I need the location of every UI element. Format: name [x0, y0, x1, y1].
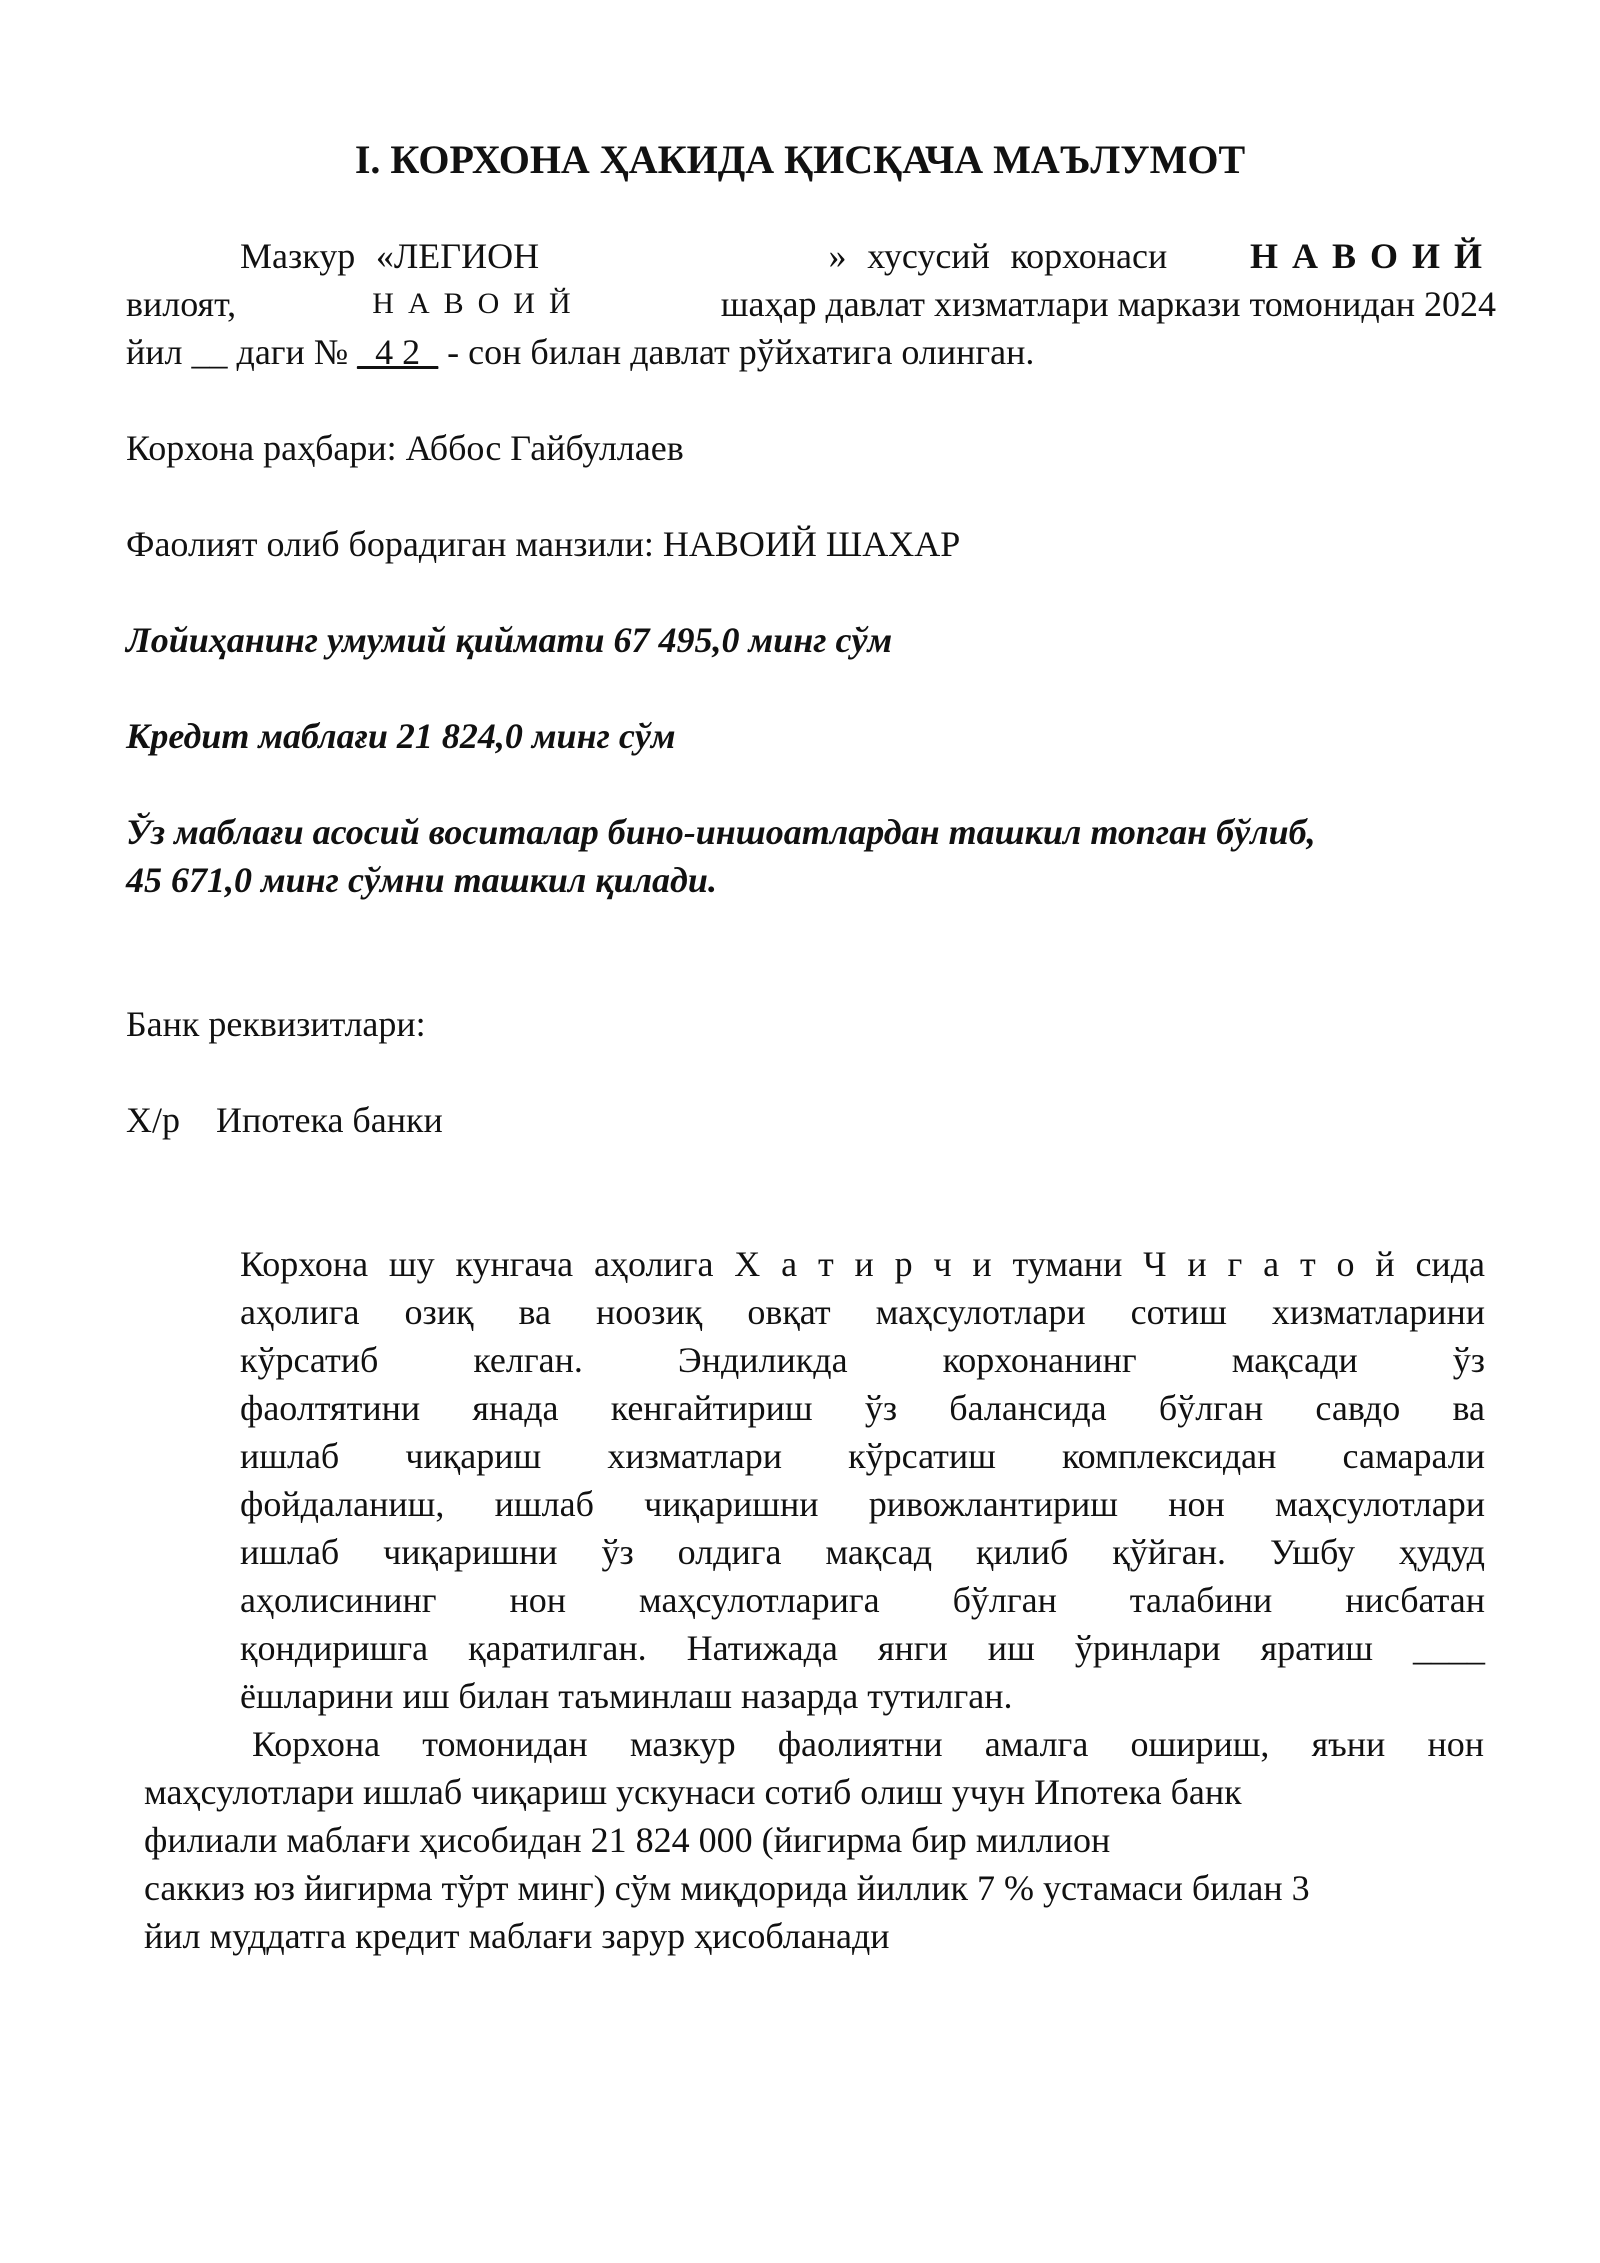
own-funds-line-1: Ўз маблағи асосий воситалар бино-иншоатлардан ташкил топган бўлиб, [126, 812, 1316, 852]
body2-line: филиали маблағи ҳисобидан 21 824 000 (йигирма бир миллион [144, 1820, 1111, 1860]
city-name-spaced: НАВОИЙ [372, 287, 585, 320]
body-paragraph-1 [240, 1240, 1485, 1720]
bank-account: Х/р Ипотека банки [126, 1100, 443, 1140]
intro-text-3: вилоят, [126, 284, 237, 324]
intro-text-2: » хусусий корхонаси [828, 236, 1168, 276]
intro-line-2 [126, 280, 1496, 328]
registration-number: _4 2_ [357, 332, 439, 372]
own-funds [126, 808, 1496, 904]
project-total-cost: Лойиҳанинг умумий қиймати 67 495,0 минг сўм [126, 620, 893, 660]
body1-line: ёшларини иш билан таъминлаш назарда тутилган. [240, 1676, 1013, 1716]
body1-line: фаолтятини янада кенгайтириш ўз балансида бўлган савдо ва [240, 1388, 1485, 1428]
body1-line: ишлаб чиқаришни ўз олдига мақсад қилиб қўйган. Ушбу ҳудуд [240, 1532, 1485, 1572]
body1-line: аҳолисининг нон маҳсулотларига бўлган талабини нисбатан [240, 1580, 1485, 1620]
body2-line: маҳсулотлари ишлаб чиқариш ускунаси сотиб олиш учун Ипотека банк [144, 1772, 1242, 1812]
city-name-bold: НАВОИЙ [1250, 236, 1497, 276]
intro-text-1: Мазкур «ЛЕГИОН [240, 236, 540, 276]
body2-line: саккиз юз йигирма тўрт минг) сўм миқдорида йиллик 7 % устамаси билан 3 [144, 1868, 1310, 1908]
body2-line: йил муддатга кредит маблағи зарур ҳисобланади [144, 1916, 890, 1956]
body1-line: ишлаб чиқариш хизматлари кўрсатиш комплексидан самарали [240, 1436, 1485, 1476]
page-title: I. КОРХОНА ҲАКИДА ҚИСҚАЧА МАЪЛУМОТ [354, 137, 1246, 182]
bank-requisites-label: Банк реквизитлари: [126, 1004, 426, 1044]
body1-line: Корхона шу кунгача аҳолига Х а т и р ч и тумани Ч и г а т о й сида [240, 1244, 1485, 1284]
body1-line: қондиришга қаратилган. Натижада янги иш ўринлари яратиш ____ [240, 1628, 1485, 1668]
intro-line-3 [126, 328, 1496, 376]
intro-text-5: йил __ даги № [126, 332, 349, 372]
own-funds-line-2: 45 671,0 минг сўмни ташкил қилади. [126, 860, 717, 900]
body1-line: аҳолига озиқ ва ноозиқ овқат маҳсулотлари сотиш хизматларини [240, 1292, 1485, 1332]
body1-line: кўрсатиб келган. Эндиликда корхонанинг мақсади ўз [240, 1340, 1485, 1380]
intro-paragraph [126, 232, 1496, 376]
intro-line-1 [126, 232, 1496, 280]
company-head: Корхона раҳбари: Аббос Гайбуллаев [126, 428, 684, 468]
intro-text-6: - сон билан давлат рўйхатига олинган. [447, 332, 1035, 372]
body-paragraph-2 [144, 1720, 1484, 1960]
body1-line: фойдаланиш, ишлаб чиқаришни ривожлантириш нон маҳсулотлари [240, 1484, 1485, 1524]
intro-text-4: шаҳар давлат хизматлари маркази томонидан 2024 [720, 284, 1496, 324]
company-address: Фаолият олиб борадиган манзили: НАВОИЙ ШАХАР [126, 524, 961, 564]
body2-line: Корхона томонидан мазкур фаолиятни амалга ошириш, яъни нон [252, 1724, 1484, 1764]
credit-amount: Кредит маблағи 21 824,0 минг сўм [126, 716, 676, 756]
